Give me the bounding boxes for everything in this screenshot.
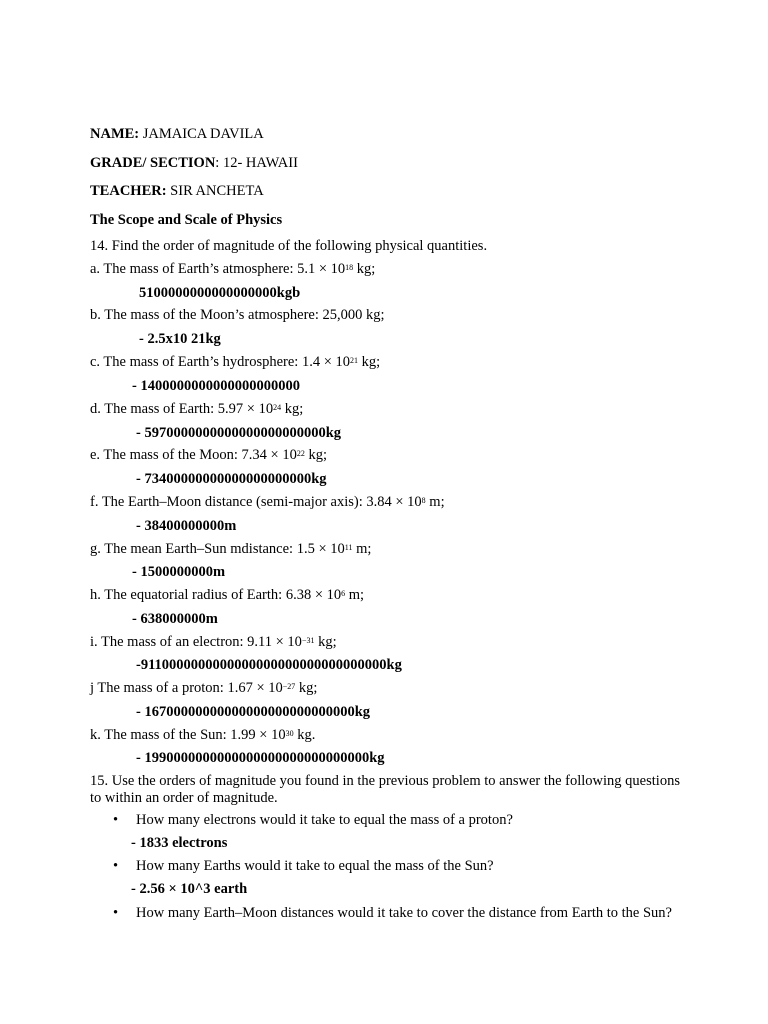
answer-f: - 38400000000m — [136, 518, 237, 534]
grade-value: : 12- HAWAII — [215, 155, 298, 171]
answer-i: -9110000000000000000000000000000000kg — [136, 657, 402, 673]
answer-k: - 1990000000000000000000000000000kg — [136, 750, 385, 766]
answer-j: - 16700000000000000000000000000kg — [136, 704, 371, 720]
item-f: f. The Earth–Moon distance (semi-major axis): $3.84 \times 10^8$ m; — [90, 494, 445, 510]
answer-e: - 73400000000000000000000kg — [136, 471, 327, 487]
bullet-icon: • — [113, 858, 119, 874]
bullet-icon: • — [113, 905, 119, 921]
q15-question-3: How many Earth–Moon distances would it take to cover the distance from Earth to the Sun? — [136, 905, 672, 921]
section-title: The Scope and Scale of Physics — [90, 212, 283, 228]
question-14: 14. Find the order of magnitude of the following physical quantities. — [90, 238, 488, 254]
teacher-label: TEACHER: — [90, 183, 167, 199]
answer-c: - 1400000000000000000000 — [132, 378, 300, 394]
item-e: e. The mass of the Moon: $7.34 \times 10^{22}$ kg; — [90, 447, 328, 463]
item-h: h. The equatorial radius of Earth: $6.38 \times 10^6$ m; — [90, 587, 365, 603]
answer-h: - 638000000m — [132, 611, 218, 627]
item-a: a. The mass of Earth’s atmosphere: $5.1 \times 10^{18}$ kg; — [90, 261, 376, 277]
name-line — [90, 126, 264, 143]
answer-d: - 5970000000000000000000000kg — [136, 425, 342, 441]
item-g: g. The mean Earth–Sun mdistance: $1.5 \times 10^{11}$ m; — [90, 541, 372, 557]
question-15: 15. Use the orders of magnitude you found in the previous problem to answer the following questions to within an order of magnitude. — [90, 773, 680, 806]
name-value: JAMAICA DAVILA — [142, 126, 264, 142]
item-k: k. The mass of the Sun: $1.99 \times 10^{30}$ kg. — [90, 727, 316, 743]
teacher-line — [90, 183, 264, 200]
answer-g: - 1500000000m — [132, 564, 226, 580]
q15-question-2: How many Earths would it take to equal the mass of the Sun? — [136, 858, 494, 874]
bullet-icon: • — [113, 812, 119, 828]
grade-line — [90, 155, 298, 172]
answer-b: - 2.5x10 21kg — [139, 331, 221, 347]
item-c: c. The mass of Earth’s hydrosphere: $1.4 \times 10^{21}$ kg; — [90, 354, 381, 370]
q15-answer-1: - 1833 electrons — [131, 835, 228, 851]
item-j: j The mass of a proton: $1.67 \times 10^{-27}$ kg; — [90, 680, 318, 696]
item-d: d. The mass of Earth: $5.97 \times 10^{24}$ kg; — [90, 401, 304, 417]
q15-answer-2: - 2.56 × 10^3 earth — [131, 881, 248, 897]
item-i: i. The mass of an electron: $9.11 \times 10^{-31}$ kg; — [90, 634, 337, 650]
name-label: NAME: — [90, 126, 140, 142]
teacher-value: SIR ANCHETA — [170, 183, 264, 199]
item-b: b. The mass of the Moon’s atmosphere: 25,000 kg; — [90, 307, 385, 323]
q15-question-1: How many electrons would it take to equal the mass of a proton? — [136, 812, 513, 828]
answer-a: 5100000000000000000kgb — [139, 285, 301, 301]
grade-label: GRADE/ SECTION — [90, 155, 216, 171]
